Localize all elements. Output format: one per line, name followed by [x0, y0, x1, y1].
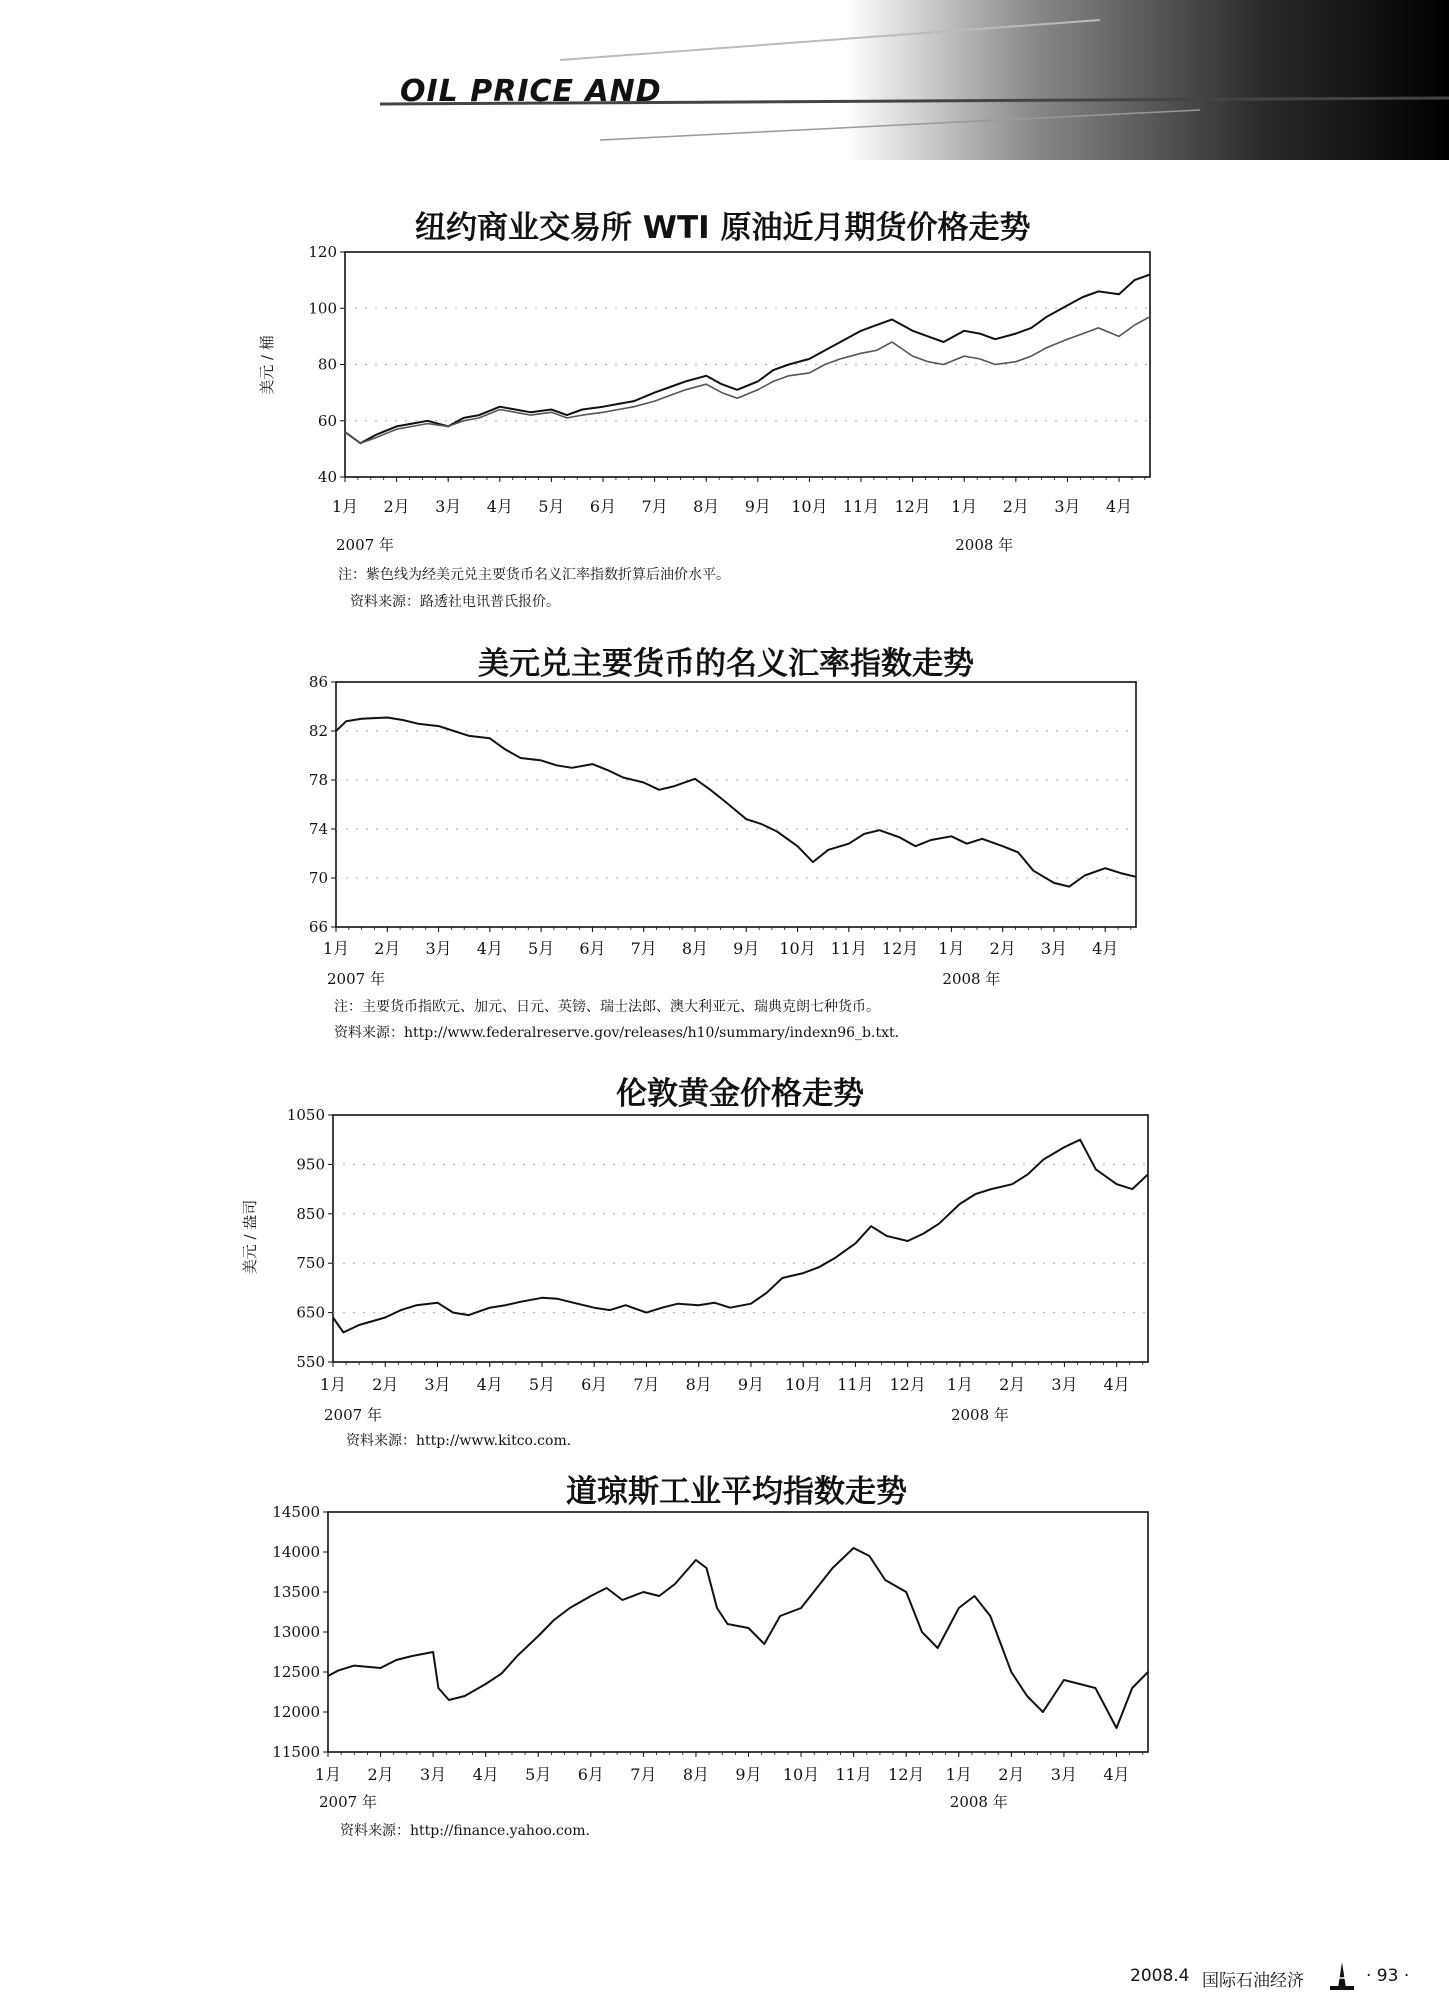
- chart4-ytick-label: 13500: [272, 1583, 320, 1601]
- chart4-xtick-label: 4月: [1103, 1765, 1130, 1784]
- chart4-xtick-label: 5月: [525, 1765, 552, 1784]
- chart4-plot-frame: [328, 1512, 1148, 1752]
- chart4-ytick-label: 12500: [272, 1663, 320, 1681]
- chart1-xtick-label: 1月: [331, 497, 359, 516]
- chart2-xtick-label: 10月: [779, 939, 816, 958]
- chart1-ytick-label: 60: [317, 411, 337, 430]
- oil-derrick-icon: [1328, 1960, 1356, 1992]
- chart1-xtick-label: 8月: [693, 497, 720, 516]
- chart1-source: 资料来源：路透社电讯普氏报价。: [350, 594, 560, 610]
- chart3-xtick-label: 6月: [581, 1375, 608, 1394]
- footer-issue: 2008.4: [1130, 1966, 1190, 1986]
- chart1-series-1-line: [345, 275, 1150, 444]
- chart4-ytick-label: 13000: [272, 1623, 320, 1641]
- chart4-xtick-label: 2月: [367, 1765, 394, 1784]
- chart3-source: 资料来源：http://www.kitco.com.: [346, 1433, 572, 1449]
- chart4-xtick-label: 4月: [472, 1765, 499, 1784]
- chart1-xtick-label: 7月: [641, 497, 668, 516]
- chart1-xtick-label: 4月: [1105, 497, 1133, 516]
- header-graphic: [0, 0, 1449, 160]
- chart3-year-2007: 2007 年: [324, 1406, 382, 1424]
- chart2-title: 美元兑主要货币的名义汇率指数走势: [478, 646, 974, 682]
- chart3-xtick-label: 4月: [1103, 1375, 1130, 1394]
- chart4-xtick-label: 7月: [630, 1765, 657, 1784]
- chart4-series-1-line: [328, 1548, 1148, 1728]
- chart1-ylabel: 美元 / 桶: [258, 335, 276, 395]
- chart1-xtick-label: 3月: [1054, 497, 1081, 516]
- chart4-xtick-label: 3月: [420, 1765, 447, 1784]
- chart2-xtick-label: 9月: [733, 939, 760, 958]
- footer-journal: 国际石油经济: [1202, 1971, 1304, 1991]
- chart4-title: 道琼斯工业平均指数走势: [566, 1474, 907, 1510]
- chart4-source: 资料来源：http://finance.yahoo.com.: [340, 1823, 591, 1839]
- chart1-xtick-label: 11月: [842, 497, 880, 516]
- footer-page: · 93 ·: [1366, 1966, 1410, 1986]
- chart2-xtick-label: 4月: [1092, 939, 1119, 958]
- chart2-ytick-label: 66: [308, 918, 328, 936]
- chart1-xtick-label: 2月: [383, 497, 410, 516]
- chart4-year-2007: 2007 年: [319, 1793, 377, 1811]
- chart4-xtick-label: 3月: [1050, 1765, 1077, 1784]
- chart3-title: 伦敦黄金价格走势: [616, 1076, 864, 1112]
- chart1-xtick-label: 2月: [1002, 497, 1029, 516]
- chart1-xtick-label: 5月: [538, 497, 565, 516]
- chart2-xtick-label: 4月: [476, 939, 503, 958]
- chart2-xtick-label: 11月: [830, 939, 868, 958]
- chart3-xtick-label: 4月: [476, 1375, 503, 1394]
- chart2-xtick-label: 1月: [322, 939, 350, 958]
- chart1-year-2007: 2007 年: [336, 536, 394, 554]
- chart4-xtick-label: 8月: [682, 1765, 710, 1784]
- chart2-xtick-label: 6月: [579, 939, 606, 958]
- chart1-xtick-label: 9月: [744, 497, 771, 516]
- chart4-ytick-label: 11500: [272, 1743, 320, 1761]
- chart3-xtick-label: 1月: [946, 1375, 974, 1394]
- chart4-xtick-label: 11月: [835, 1765, 872, 1784]
- chart3-plot-frame: [333, 1115, 1148, 1362]
- chart3-ylabel: 美元 / 盎司: [241, 1199, 259, 1275]
- chart2-xtick-label: 12月: [881, 939, 919, 958]
- header-band: [0, 0, 1449, 160]
- chart4-ytick-label: 14500: [272, 1503, 320, 1521]
- chart2-ytick-label: 86: [308, 673, 328, 691]
- chart3-year-2008: 2008 年: [950, 1406, 1009, 1424]
- chart1-year-2008: 2008 年: [955, 536, 1014, 554]
- chart4-xtick-label: 2月: [998, 1765, 1025, 1784]
- page-footer: [1130, 1960, 1420, 1994]
- chart2-plot-frame: [336, 682, 1136, 927]
- chart2-ytick-label: 74: [308, 820, 328, 838]
- chart1-ytick-label: 80: [317, 355, 337, 374]
- chart1-title: 纽约商业交易所 WTI 原油近月期货价格走势: [415, 210, 1031, 246]
- chart2-year-2008: 2008 年: [942, 970, 1001, 988]
- chart4-xtick-label: 1月: [314, 1765, 342, 1784]
- chart2-year-2007: 2007 年: [327, 970, 385, 988]
- chart1-xtick-label: 3月: [435, 497, 462, 516]
- chart3-xtick-label: 5月: [528, 1375, 556, 1394]
- chart4-ytick-label: 14000: [272, 1543, 320, 1561]
- chart1-xtick-label: 4月: [486, 497, 513, 516]
- chart2-series-1-line: [336, 718, 1136, 887]
- chart3-xtick-label: 3月: [1051, 1375, 1078, 1394]
- chart4-xtick-label: 12月: [888, 1765, 925, 1784]
- chart3-ytick-label: 550: [296, 1353, 325, 1371]
- chart3-series-1-line: [333, 1140, 1148, 1333]
- chart2-xtick-label: 1月: [938, 939, 965, 958]
- chart1-note: 注：紫色线为经美元兑主要货币名义汇率指数折算后油价水平。: [338, 567, 730, 583]
- chart3-xtick-label: 12月: [889, 1375, 926, 1394]
- chart1-xtick-label: 12月: [894, 497, 931, 516]
- chart3-xtick-label: 7月: [633, 1375, 660, 1394]
- header-title: OIL PRICE AND: [400, 74, 662, 109]
- chart2-xtick-label: 3月: [425, 939, 452, 958]
- chart4-xtick-label: 10月: [782, 1765, 820, 1784]
- chart2-source: 资料来源：http://www.federalreserve.gov/releases/h10/summary/indexn96_b.txt.: [334, 1025, 900, 1041]
- chart2-xtick-label: 3月: [1040, 939, 1068, 958]
- chart2-xtick-label: 5月: [528, 939, 555, 958]
- chart3-xtick-label: 9月: [737, 1375, 765, 1394]
- chart2-xtick-label: 2月: [989, 939, 1016, 958]
- chart3-ytick-label: 1050: [286, 1106, 325, 1124]
- chart3-xtick-label: 8月: [685, 1375, 712, 1394]
- chart4-xtick-label: 6月: [577, 1765, 604, 1784]
- chart4-ytick-label: 12000: [272, 1703, 320, 1721]
- chart4-xtick-label: 1月: [945, 1765, 972, 1784]
- chart1-series-2-line: [345, 317, 1150, 444]
- chart1-plot-frame: [345, 252, 1150, 477]
- chart4-xtick-label: 9月: [735, 1765, 762, 1784]
- chart1-ytick-label: 120: [308, 243, 337, 261]
- chart3-xtick-label: 2月: [999, 1375, 1026, 1394]
- chart3-xtick-label: 10月: [785, 1375, 822, 1394]
- chart1-xtick-label: 1月: [951, 497, 978, 516]
- chart1-ytick-label: 40: [317, 468, 337, 486]
- chart1-xtick-label: 10月: [791, 497, 828, 516]
- chart1-xtick-label: 6月: [589, 497, 617, 516]
- chart2-ytick-label: 70: [308, 869, 328, 887]
- chart2-xtick-label: 8月: [681, 939, 709, 958]
- chart2-xtick-label: 7月: [630, 939, 657, 958]
- chart3-xtick-label: 11月: [837, 1375, 874, 1394]
- chart1-ytick-label: 100: [308, 299, 337, 318]
- chart3-ytick-label: 950: [296, 1155, 325, 1174]
- chart3-ytick-label: 650: [296, 1303, 325, 1322]
- chart2-ytick-label: 78: [308, 771, 328, 789]
- chart3-ytick-label: 750: [296, 1254, 325, 1273]
- chart3-ytick-label: 850: [296, 1204, 325, 1223]
- chart3-xtick-label: 2月: [372, 1375, 399, 1394]
- chart2-xtick-label: 2月: [374, 939, 401, 958]
- chart2-ytick-label: 82: [308, 722, 328, 740]
- chart4-year-2008: 2008 年: [949, 1793, 1008, 1811]
- chart2-note: 注：主要货币指欧元、加元、日元、英镑、瑞士法郎、澳大利亚元、瑞典克朗七种货币。: [334, 999, 880, 1015]
- chart3-xtick-label: 3月: [424, 1375, 451, 1394]
- chart3-xtick-label: 1月: [319, 1375, 347, 1394]
